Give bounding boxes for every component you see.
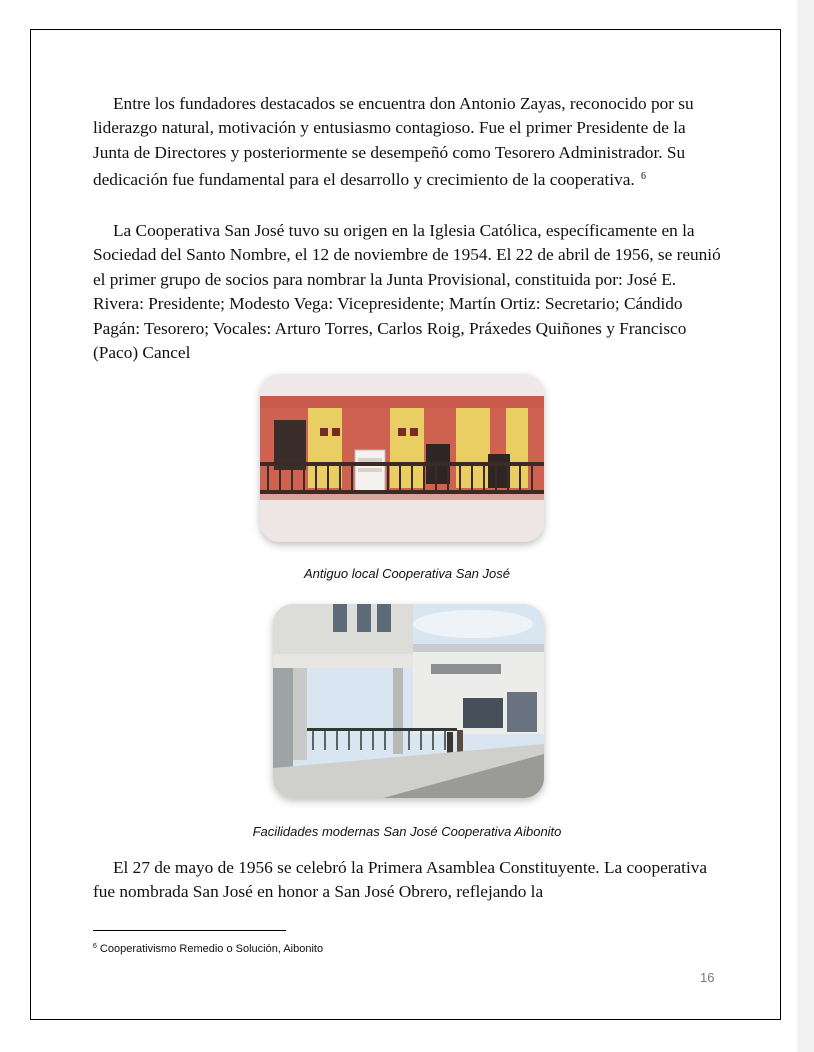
- modern-building-photo: [273, 604, 544, 798]
- footnote-separator: [93, 930, 286, 931]
- old-building-photo: [260, 374, 544, 542]
- footnote-number: 6: [93, 943, 97, 950]
- modern-building-caption: Facilidades modernas San José Cooperativa Aibonito: [252, 824, 562, 839]
- paragraph-assembly: El 27 de mayo de 1956 se celebró la Primera Asamblea Constituyente. La cooperativa fue nombrada San José en honor a San José Obrero, reflejando la: [93, 858, 708, 902]
- footnote-text: Cooperativismo Remedio o Solución, Aibonito: [99, 943, 324, 955]
- old-building-image: [260, 374, 544, 542]
- page-gutter: [797, 0, 814, 1052]
- paragraph-founders: Entre los fundadores destacados se encuentra don Antonio Zayas, reconocido por su liderazgo natural, motivación y entusiasmo contagioso. Fue el primer Presidente de la Junta de Directores y posteriormente se desempeñó como Tesorero Administrador. Su dedicación fue fundamental para el desarrollo y crecimiento de la cooperativa. $^6$: [93, 94, 694, 190]
- footnote: [93, 943, 323, 955]
- old-building-caption: Antiguo local Cooperativa San José: [304, 566, 510, 581]
- page-number: 16: [700, 970, 715, 985]
- modern-building-image: [273, 604, 544, 798]
- paragraph-origin: La Cooperativa San José tuvo su origen en la Iglesia Católica, específicamente en la Sociedad del Santo Nombre, el 12 de noviembre de 1954. El 22 de abril de 1956, se reunió el primer grupo de socios para nombrar la Junta Provisional, constituida por: José E. Rivera: Presidente; Modesto Vega: Vicepresidente; Martín Ortiz: Secretario; Cándido Pagán: Tesorero; Vocales: Arturo Torres, Carlos Roig, Práxedes Quiñones y Francisco (Paco) Cancel: [93, 221, 721, 363]
- footnote-reference[interactable]: 6: [641, 171, 647, 183]
